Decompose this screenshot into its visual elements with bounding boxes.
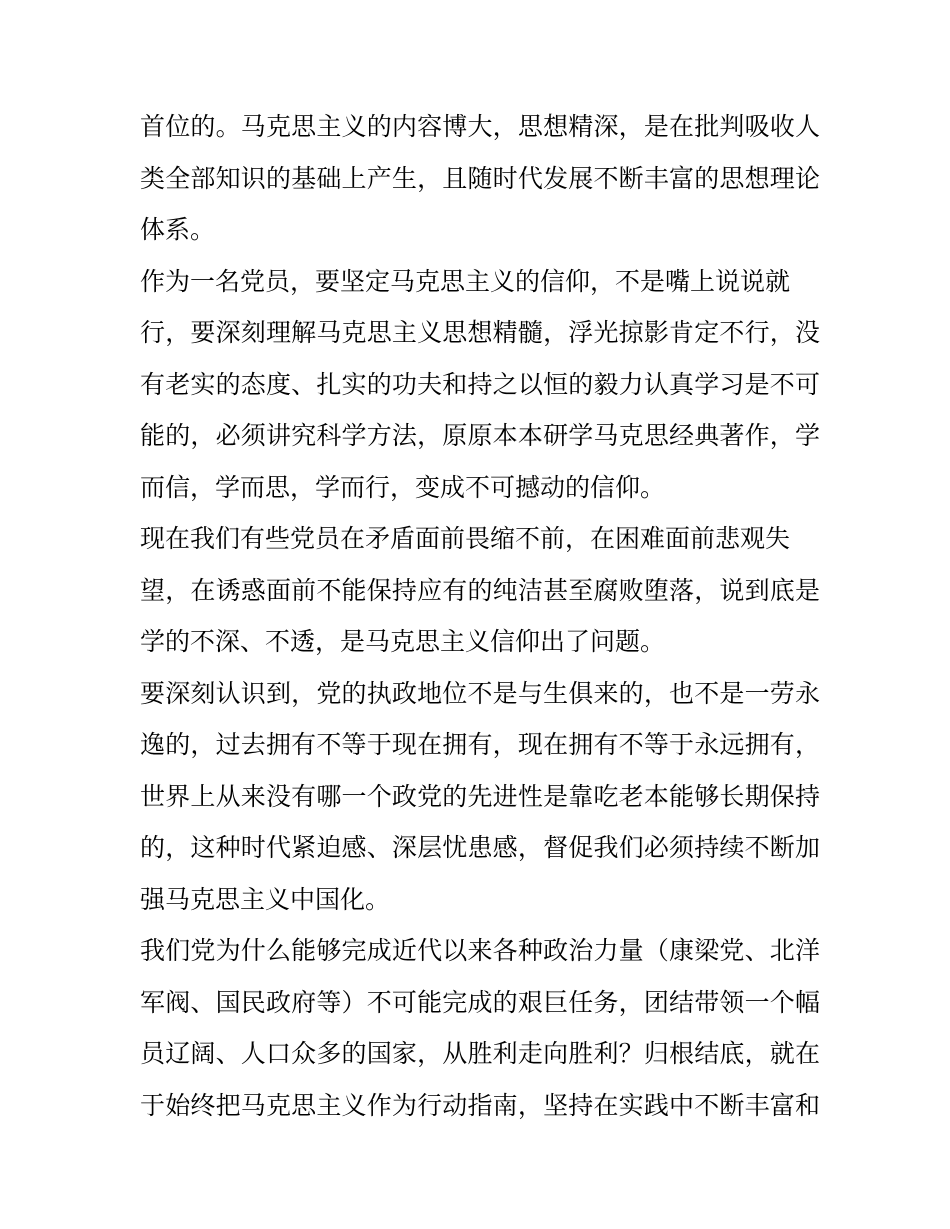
text-line: 行，要深刻理解马克思主义思想精髓，浮光掠影肯定不行，没 (140, 318, 820, 347)
text-line: 现在我们有些党员在矛盾面前畏缩不前，在困难面前悲观失 (140, 524, 791, 553)
text-line: 望，在诱惑面前不能保持应有的纯洁甚至腐败堕落，说到底是 (140, 575, 820, 605)
text-line: 作为一名党员，要坚定马克思主义的信仰，不是嘴上说说就 (140, 266, 791, 296)
text-line: 我们党为什么能够完成近代以来各种政治力量（康梁党、北洋 (140, 936, 820, 965)
text-line: 军阀、国民政府等）不可能完成的艰巨任务，团结带领一个幅 (140, 987, 820, 1017)
body-text (140, 101, 820, 1131)
text-line: 类全部知识的基础上产生，且随时代发展不断丰富的思想理论 (140, 163, 820, 193)
text-line: 的，这种时代紧迫感、深层忧患感，督促我们必须持续不断加 (140, 833, 820, 862)
text-line: 学的不深、不透，是马克思主义信仰出了问题。 (140, 627, 666, 656)
text-line: 体系。 (140, 215, 216, 244)
text-line: 强马克思主义中国化。 (140, 884, 391, 914)
text-line: 逸的，过去拥有不等于现在拥有，现在拥有不等于永远拥有， (140, 730, 820, 759)
text-line: 而信，学而思，学而行，变成不可撼动的信仰。 (140, 472, 666, 502)
text-line: 能的，必须讲究科学方法，原原本本研学马克思经典著作，学 (140, 421, 820, 450)
text-line: 员辽阔、人口众多的国家，从胜利走向胜利？归根结底，就在 (140, 1039, 820, 1068)
text-line: 首位的。马克思主义的内容博大，思想精深，是在批判吸收人 (140, 112, 820, 141)
text-line: 世界上从来没有哪一个政党的先进性是靠吃老本能够长期保持 (140, 781, 820, 811)
text-line: 有老实的态度、扎实的功夫和持之以恒的毅力认真学习是不可 (140, 369, 820, 399)
text-line: 要深刻认识到，党的执政地位不是与生俱来的，也不是一劳永 (140, 678, 820, 708)
text-line: 于始终把马克思主义作为行动指南，坚持在实践中不断丰富和 (140, 1090, 820, 1120)
